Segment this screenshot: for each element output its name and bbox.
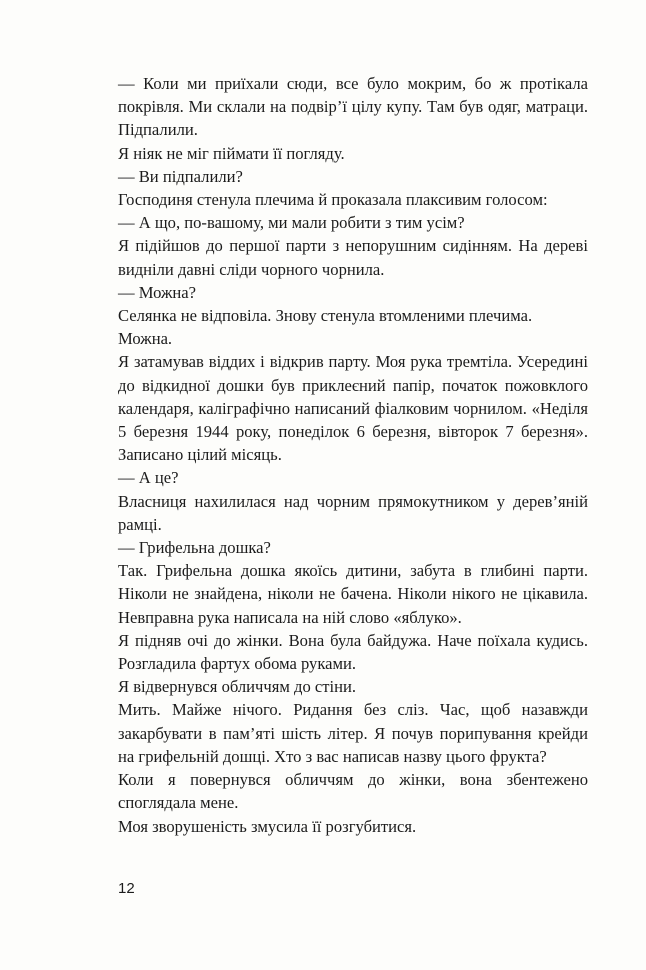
- paragraph: Селянка не відповіла. Знову стенула втомленими плечима.: [118, 306, 533, 326]
- paragraph: Можна.: [118, 329, 173, 349]
- paragraph: Господиня стенула плечима й проказала плаксивим голосом:: [118, 190, 548, 210]
- paragraph: — Можна?: [118, 282, 197, 302]
- paragraph: Я затамував віддих і відкрив парту. Моя рука тремтіла. Усередині до відкидної дошки був приклеєний папір, початок пожовклого календаря, каліграфічно написаний фіалковим чорнилом. «Неділя 5 березня 1944 року, понеділок 6 березня, вівторок 7 березня». Записано цілий місяць.: [118, 352, 588, 465]
- paragraph: — А що, по-вашому, ми мали робити з тим усім?: [118, 213, 465, 233]
- paragraph: — Грифельна дошка?: [118, 538, 271, 558]
- page-number: 12: [118, 880, 135, 897]
- paragraph: Я ніяк не міг піймати її погляду.: [118, 143, 345, 163]
- paragraph: Власниця нахилилася над чорним прямокутником у дерев’яній рамці.: [118, 491, 588, 534]
- paragraph: Коли я повернувся обличчям до жінки, вона збентежено споглядала мене.: [118, 770, 588, 813]
- paragraph: Моя зворушеність змусила її розгубитися.: [118, 816, 417, 836]
- paragraph: Мить. Майже нічого. Ридання без сліз. Час, щоб назавжди закарбувати в пам’яті шість літер. Я почув порипування крейди на грифельній дошці. Хто з вас написав назву цього фрукта?: [118, 700, 588, 766]
- paragraph: — А це?: [118, 468, 179, 488]
- paragraph: Я відвернувся обличчям до стіни.: [118, 677, 357, 697]
- body-text: [118, 72, 588, 838]
- paragraph: Я підняв очі до жінки. Вона була байдужа. Наче поїхала кудись. Розгладила фартух обома руками.: [118, 630, 588, 674]
- paragraph: — Ви підпалили?: [118, 166, 243, 186]
- paragraph: Я підійшов до першої парти з непорушним сидінням. На дереві видніли давні сліди чорного чорнила.: [118, 236, 588, 279]
- paragraph: Так. Грифельна дошка якоїсь дитини, забута в глибині парти. Ніколи не знайдена, ніколи не бачена. Ніколи нікого не цікавила. Невправна рука написала на ній слово «яблуко».: [118, 561, 588, 627]
- paragraph: — Коли ми приїхали сюди, все було мокрим, бо ж протікала покрівля. Ми склали на подвір’ї цілу купу. Там був одяг, матраци. Підпалили.: [118, 74, 588, 140]
